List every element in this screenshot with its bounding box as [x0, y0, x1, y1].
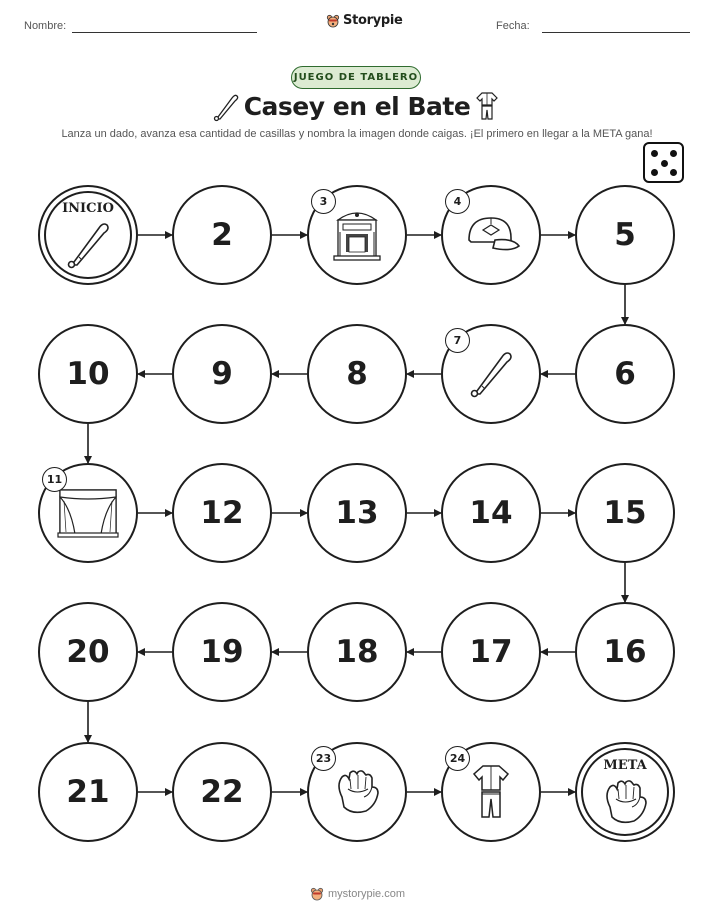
space-number: 22 — [200, 774, 244, 810]
board-space-5 — [575, 185, 675, 285]
baseball-glove-icon — [332, 767, 382, 821]
space-number-badge: 23 — [311, 746, 336, 771]
board-space-12 — [172, 463, 272, 563]
footer-url[interactable]: mystorypie.com — [328, 888, 406, 900]
space-number-badge: 11 — [42, 467, 67, 492]
footer — [310, 887, 405, 901]
finish-label: META — [603, 758, 647, 773]
board-space-6 — [575, 324, 675, 424]
space-number-badge: 7 — [445, 328, 470, 353]
space-number: 16 — [603, 634, 647, 670]
board-space-14 — [441, 463, 541, 563]
game-type-badge: JUEGO DE TABLERO — [291, 66, 421, 89]
name-label: Nombre: — [24, 20, 67, 32]
space-number: 18 — [335, 634, 379, 670]
space-number: 2 — [211, 217, 233, 253]
space-number: 20 — [66, 634, 110, 670]
board-space-1 — [38, 185, 138, 285]
space-number: 10 — [66, 356, 110, 392]
board-space-17 — [441, 602, 541, 702]
baseball-cap-icon — [461, 212, 521, 262]
baseball-glove-icon — [600, 777, 650, 831]
board-space-2 — [172, 185, 272, 285]
board-space-13 — [307, 463, 407, 563]
board-space-10 — [38, 324, 138, 424]
board-space-16 — [575, 602, 675, 702]
bear-logo-icon — [310, 887, 324, 901]
space-number-badge: 24 — [445, 746, 470, 771]
board-space-21 — [38, 742, 138, 842]
space-number-badge: 3 — [311, 189, 336, 214]
space-number: 14 — [469, 495, 513, 531]
board-space-15 — [575, 463, 675, 563]
instructions: Lanza un dado, avanza esa cantidad de casillas y nombra la imagen donde caigas. ¡El primero en llegar a la META gana! — [61, 128, 653, 140]
board-space-25 — [575, 742, 675, 842]
space-number: 13 — [335, 495, 379, 531]
space-number: 9 — [211, 356, 233, 392]
space-number-badge: 4 — [445, 189, 470, 214]
board-space-19 — [172, 602, 272, 702]
bat-icon — [65, 219, 111, 275]
space-number: 15 — [603, 495, 647, 531]
bat-icon — [468, 348, 514, 404]
space-number: 8 — [346, 356, 368, 392]
board-space-20 — [38, 602, 138, 702]
space-number: 5 — [614, 217, 636, 253]
space-number: 12 — [200, 495, 244, 531]
board-space-22 — [172, 742, 272, 842]
start-label: INICIO — [62, 201, 114, 216]
baseball-uniform-icon — [471, 763, 511, 825]
space-number: 19 — [200, 634, 244, 670]
brand-name: Storypie — [343, 13, 403, 28]
board-space-8 — [307, 324, 407, 424]
space-number: 17 — [469, 634, 513, 670]
space-number: 6 — [614, 356, 636, 392]
stage-curtain-icon — [57, 487, 119, 543]
date-label: Fecha: — [496, 20, 530, 32]
board-space-18 — [307, 602, 407, 702]
space-number: 21 — [66, 774, 110, 810]
board-space-9 — [172, 324, 272, 424]
theater-building-icon — [328, 206, 386, 268]
page-title: Casey en el Bate — [243, 92, 471, 121]
